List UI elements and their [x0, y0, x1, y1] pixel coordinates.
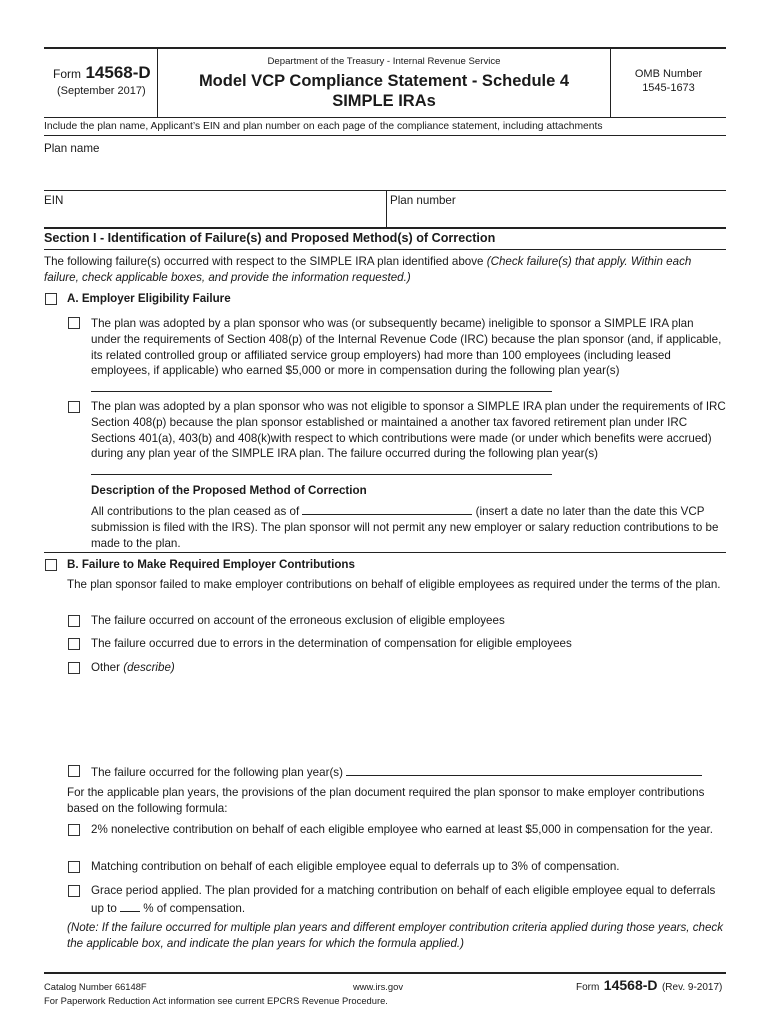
form-prefix: Form: [53, 67, 81, 81]
correction-post: (insert a date no later than the date this VCP submission is filed with the IRS). The plan sponsor will not permit any new employer or salary reduction contributions to be made to the plan.: [91, 505, 719, 550]
failure-b-label: B. Failure to Make Required Employer Contributions: [67, 558, 355, 571]
form-title: Model VCP Compliance Statement - Schedule 4: [198, 72, 570, 90]
formula3-percent-line[interactable]: [120, 899, 140, 912]
formula3-checkbox[interactable]: [68, 885, 80, 897]
rule: [44, 227, 726, 229]
formula2-checkbox[interactable]: [68, 861, 80, 873]
failure-a-option1: [91, 316, 726, 397]
section-intro-text: The following failure(s) occurred with respect to the SIMPLE IRA plan identified above: [44, 255, 487, 268]
paperwork-notice: For Paperwork Reduction Act information see current EPCRS Revenue Procedure.: [44, 995, 388, 1006]
form-subtitle: SIMPLE IRAs: [332, 92, 436, 110]
ein-label: EIN: [44, 194, 64, 207]
failure-b-option2: The failure occurred due to errors in the determination of compensation for eligible employees: [91, 637, 572, 650]
failure-b-option1-checkbox[interactable]: [68, 615, 80, 627]
formula2: Matching contribution on behalf of each eligible employee equal to deferrals up to 3% of compensation.: [91, 860, 620, 873]
footer-form-number: 14568-D: [603, 977, 658, 993]
omb-block: [611, 49, 726, 117]
plan-number-field[interactable]: [390, 193, 726, 227]
website-link[interactable]: www.irs.gov: [353, 981, 404, 992]
catalog-number: Catalog Number 66148F: [44, 981, 147, 992]
failure-b-option3: [91, 660, 175, 676]
instruction-text: Include the plan name, Applicant’s EIN and plan number on each page of the compliance statement, including attachments: [44, 121, 603, 132]
form-id-block: [44, 49, 157, 117]
plan-number-label: Plan number: [390, 194, 456, 207]
title-block: [158, 49, 610, 117]
formula-intro: For the applicable plan years, the provisions of the plan document required the plan sponsor to make employer contributions based on the following formula:: [67, 786, 705, 815]
failure-a-checkbox[interactable]: [45, 293, 57, 305]
rule: [44, 552, 726, 553]
failure-b-option3-text: Other: [91, 661, 124, 674]
failure-b-years: [91, 763, 702, 781]
failure-b-option3-describe: (describe): [123, 661, 175, 674]
divider: [386, 190, 387, 227]
failure-a-option2-text: The plan was adopted by a plan sponsor who was not eligible to sponsor a SIMPLE IRA plan under the requirements of IRC Section 408(p) because the plan sponsor established or maintained a another tax favored retirement plan under IRC Sections 401(a), 403(b) and 408(k)with respect to which contributions were made (or under which benefits were accrued) during any plan year of the SIMPLE IRA plan. The failure occurred during the following plan year(s): [91, 400, 726, 461]
failure-b-years-label: The failure occurred for the following plan year(s): [91, 766, 343, 779]
ein-field[interactable]: [44, 193, 386, 227]
failure-a-option1-checkbox[interactable]: [68, 317, 80, 329]
plan-name-label: Plan name: [44, 142, 100, 155]
other-description-area[interactable]: [91, 679, 726, 759]
formula1: 2% nonelective contribution on behalf of each eligible employee who earned at least $5,000 in compensation for the year.: [91, 823, 713, 836]
correction-text: [91, 502, 726, 551]
failure-a-option1-years-line[interactable]: [91, 379, 552, 392]
formula3: [91, 883, 726, 917]
failure-a-option1-text: The plan was adopted by a plan sponsor who was (or subsequently became) ineligible to sponsor a SIMPLE IRA plan under the requirements of Section 408(p) of the Internal Revenue Code (IRC) because the plan sponsor (and, if applicable, its related controlled group or affiliated service group employers) had more than 100 employees (including leased employees, if applicable) who earned $5,000 or more in compensation during the following plan year(s): [91, 317, 722, 378]
failure-b-checkbox[interactable]: [45, 559, 57, 571]
failure-b-description: The plan sponsor failed to make employer contributions on behalf of eligible employees as required under the terms of the plan.: [67, 578, 721, 591]
correction-date-line[interactable]: [302, 502, 472, 515]
formula1-checkbox[interactable]: [68, 824, 80, 836]
omb-number: 1545-1673: [642, 82, 695, 94]
footer-form-id: [576, 977, 722, 995]
section-heading: Section I - Identification of Failure(s) and Proposed Method(s) of Correction: [44, 231, 496, 245]
failure-a-option2: [91, 399, 726, 480]
department: Department of the Treasury - Internal Revenue Service: [267, 56, 501, 67]
footer-rule: [44, 972, 726, 974]
correction-pre: All contributions to the plan ceased as of: [91, 505, 300, 518]
header-rule: [44, 117, 726, 118]
failure-b-years-checkbox[interactable]: [68, 765, 80, 777]
form-date: (September 2017): [57, 85, 146, 97]
footer-revision: (Rev. 9-2017): [661, 982, 723, 993]
failure-b-years-line[interactable]: [346, 763, 702, 776]
section-intro: [44, 254, 724, 286]
failure-a-option2-checkbox[interactable]: [68, 401, 80, 413]
failure-b-option2-checkbox[interactable]: [68, 638, 80, 650]
note-text: (Note: If the failure occurred for multiple plan years and different employer contribution criteria applied during those years, check the applicable box, and indicate the plan years for which the formula applied.): [67, 921, 724, 950]
failure-b-option1: The failure occurred on account of the erroneous exclusion of eligible employees: [91, 614, 505, 627]
failure-a-option2-years-line[interactable]: [91, 462, 552, 475]
rule: [44, 249, 726, 250]
correction-heading: Description of the Proposed Method of Correction: [91, 484, 367, 497]
footer-form-prefix: Form: [576, 982, 600, 993]
section-intro-note: (Check failure(s) that apply. Within each failure, check applicable boxes, and provide the information requested.): [44, 255, 692, 284]
formula3-text: Grace period applied. The plan provided for a matching contribution on behalf of each eligible employee equal to deferrals up to: [91, 884, 716, 915]
rule: [44, 135, 726, 136]
plan-name-field[interactable]: [44, 141, 726, 190]
formula3-suffix: % of compensation.: [143, 901, 246, 915]
omb-label: OMB Number: [634, 68, 703, 80]
failure-b-option3-checkbox[interactable]: [68, 662, 80, 674]
failure-a-label: A. Employer Eligibility Failure: [67, 292, 231, 305]
form-number: 14568-D: [85, 63, 151, 82]
rule: [44, 190, 726, 191]
